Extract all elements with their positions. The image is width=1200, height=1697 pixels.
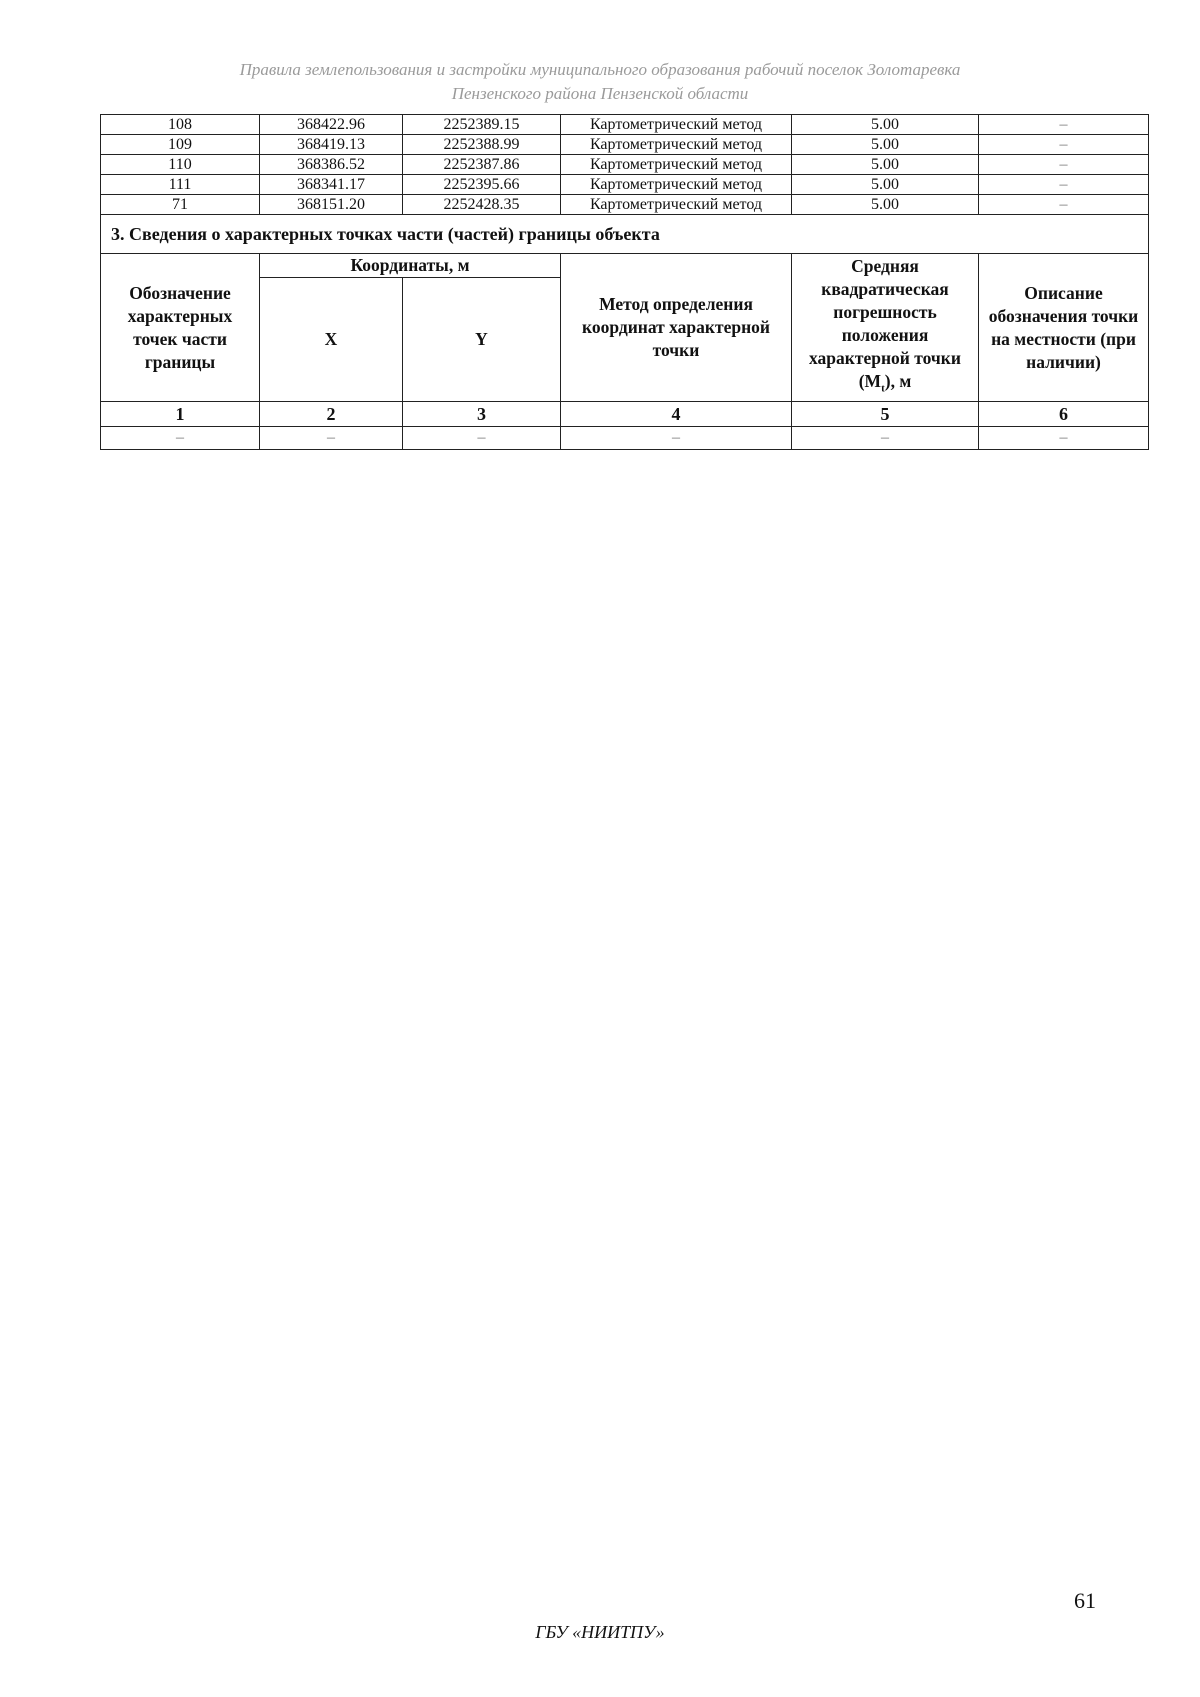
point-x: 368422.96 — [260, 115, 403, 135]
col-header-designation: Обозначение характерных точек части границы — [101, 254, 260, 402]
point-error: 5.00 — [792, 155, 979, 175]
document-footer: ГБУ «НИИТПУ» — [535, 1622, 665, 1642]
point-method: Картометрический метод — [561, 195, 792, 215]
point-method: Картометрический метод — [561, 135, 792, 155]
empty-cell: – — [260, 427, 403, 450]
col-header-error-text: Средняя квадратическая погрешность положения характерной точки (M — [809, 255, 961, 391]
table-row — [101, 155, 1149, 175]
table-row — [101, 175, 1149, 195]
point-error: 5.00 — [792, 195, 979, 215]
point-error: 5.00 — [792, 175, 979, 195]
col-header-coordinates: Координаты, м — [260, 254, 561, 278]
empty-cell: – — [101, 427, 260, 450]
point-id: 110 — [101, 155, 260, 175]
empty-cell: – — [979, 427, 1149, 450]
page-number: 61 — [1074, 1588, 1096, 1613]
col-header-error-subscript: t — [881, 382, 885, 395]
section-title-row — [101, 215, 1149, 254]
table-row — [101, 115, 1149, 135]
col-header-y: Y — [403, 278, 561, 402]
point-y: 2252389.15 — [403, 115, 561, 135]
col-header-error-unit: ), м — [884, 370, 912, 391]
point-method: Картометрический метод — [561, 155, 792, 175]
column-number: 5 — [792, 402, 979, 427]
section-title: 3. Сведения о характерных точках части (частей) границы объекта — [101, 215, 1149, 254]
point-description: – — [979, 115, 1149, 135]
point-id: 111 — [101, 175, 260, 195]
point-description: – — [979, 155, 1149, 175]
header-line-1: Правила землепользования и застройки муниципального образования рабочий поселок Золотаревка — [239, 60, 961, 79]
column-number: 1 — [101, 402, 260, 427]
point-y: 2252395.66 — [403, 175, 561, 195]
empty-cell: – — [403, 427, 561, 450]
column-number: 4 — [561, 402, 792, 427]
empty-cell: – — [792, 427, 979, 450]
point-id: 71 — [101, 195, 260, 215]
point-x: 368151.20 — [260, 195, 403, 215]
point-id: 108 — [101, 115, 260, 135]
column-number: 3 — [403, 402, 561, 427]
point-y: 2252387.86 — [403, 155, 561, 175]
point-id: 109 — [101, 135, 260, 155]
point-method: Картометрический метод — [561, 115, 792, 135]
table-row — [101, 195, 1149, 215]
table-header-row — [101, 254, 1149, 278]
table-row — [101, 135, 1149, 155]
point-description: – — [979, 175, 1149, 195]
col-header-method: Метод определения координат характерной точки — [561, 254, 792, 402]
point-y: 2252388.99 — [403, 135, 561, 155]
point-x: 368419.13 — [260, 135, 403, 155]
col-header-error — [792, 254, 979, 402]
col-header-x: X — [260, 278, 403, 402]
point-description: – — [979, 195, 1149, 215]
point-error: 5.00 — [792, 135, 979, 155]
coordinates-table — [100, 114, 1149, 450]
point-method: Картометрический метод — [561, 175, 792, 195]
col-header-description: Описание обозначения точки на местности (при наличии) — [979, 254, 1149, 402]
point-x: 368341.17 — [260, 175, 403, 195]
point-description: – — [979, 135, 1149, 155]
column-number-row — [101, 402, 1149, 427]
point-error: 5.00 — [792, 115, 979, 135]
column-number: 6 — [979, 402, 1149, 427]
header-line-2: Пензенского района Пензенской области — [451, 84, 749, 103]
table-row — [101, 427, 1149, 450]
column-number: 2 — [260, 402, 403, 427]
point-x: 368386.52 — [260, 155, 403, 175]
point-y: 2252428.35 — [403, 195, 561, 215]
empty-cell: – — [561, 427, 792, 450]
document-header — [100, 58, 1100, 106]
